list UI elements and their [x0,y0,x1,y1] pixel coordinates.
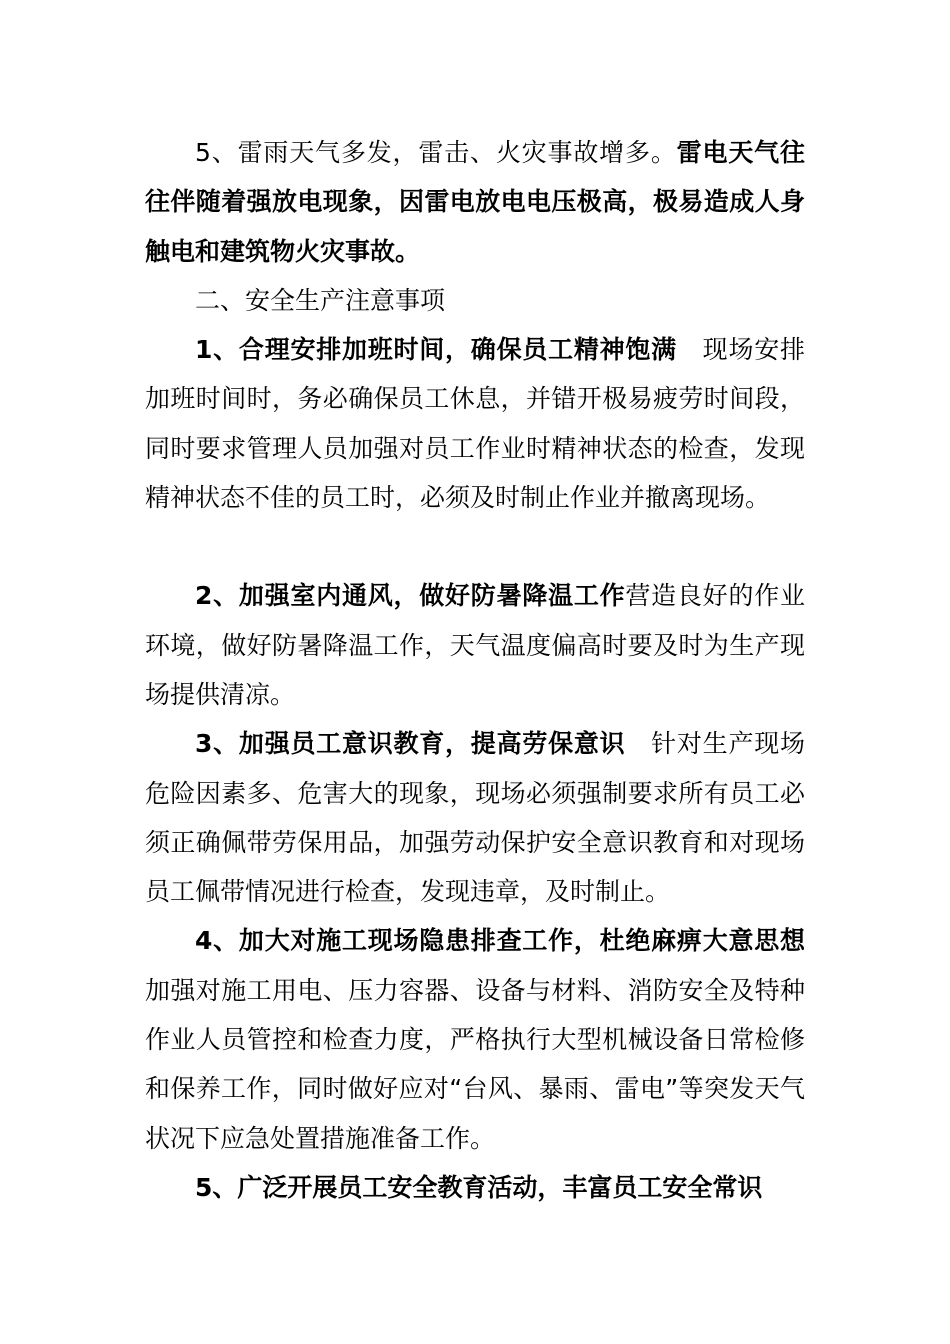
paragraph-lightning-risk [145,128,805,276]
section-heading-text: 二、安全生产注意事项 [195,285,446,315]
item-4-title: 4、加大对施工现场隐患排查工作，杜绝麻痹大意思想 [195,926,805,956]
paragraph-item-5 [145,1163,805,1212]
item-3-body: 针对生产现场危险因素多、危害大的现象，现场必须强制要求所有员工必须正确佩带劳保用品，加强劳动保护安全意识教育和对现场员工佩带情况进行检查，发现违章，及时制止。 [145,729,805,907]
item-1-title: 1、合理安排加班时间，确保员工精神饱满 [195,335,677,365]
item-2-title: 2、加强室内通风，做好防暑降温工作 [195,581,626,611]
paragraph-item-3 [145,719,805,916]
item-2-body: 营造良好的作业环境，做好防暑降温工作，天气温度偏高时要及时为生产现场提供清凉。 [145,581,805,709]
paragraph-item-4 [145,916,805,1162]
item-3-title: 3、加强员工意识教育，提高劳保意识 [195,729,626,759]
lightning-risk-emphasis: 雷电天气往往伴随着强放电现象，因雷电放电电压极高，极易造成人身触电和建筑物火灾事故。 [145,138,805,266]
paragraph-item-1 [145,325,805,522]
paragraph-item-2 [145,571,805,719]
lightning-risk-text: 5、雷雨天气多发，雷击、火灾事故增多。 [195,138,677,167]
item-1-body: 现场安排加班时间时，务必确保员工休息，并错开极易疲劳时间段，同时要求管理人员加强对员工作业时精神状态的检查，发现精神状态不佳的员工时，必须及时制止作业并撤离现场。 [145,335,805,513]
item-5-title: 5、广泛开展员工安全教育活动，丰富员工安全常识 [195,1172,763,1202]
item-4-body: 加强对施工用电、压力容器、设备与材料、消防安全及特种作业人员管控和检查力度，严格执行大型机械设备日常检修和保养工作，同时做好应对“台风、暴雨、雷电”等突发天气状况下应急处置措施准备工作。 [145,975,805,1153]
section-heading-safety-notes [145,276,805,325]
document-body [145,128,805,1212]
